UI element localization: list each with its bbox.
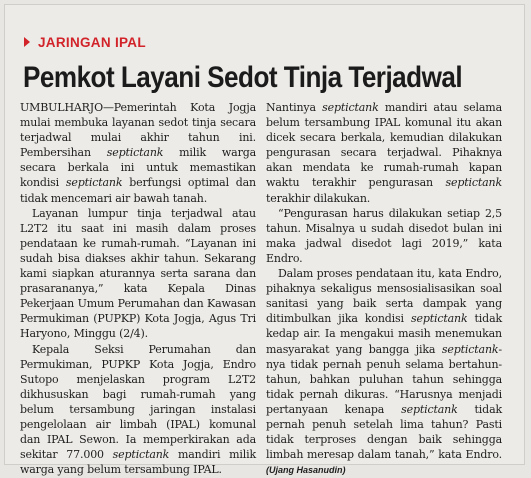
left-column — [20, 100, 256, 477]
paragraph: Kepala Seksi Perumahan dan Permukiman, PUPKP Kota Jogja, Endro Sutopo menjelaskan program L2T2 dikhususkan bagi rumah-rumah yang belum tersambung jaringan instalasi pengelolaan air limbah (IPAL) komunal dan IPAL Sewon. Ia memperkirakan ada sekitar 77.000 septictank mandiri milik warga yang belum tersambung IPAL. — [20, 342, 257, 477]
paragraph: Layanan lumpur tinja terjadwal atau L2T2 itu saat ini masih dalam proses pendataan ke rumah-rumah. “Layanan ini sudah bisa diakses akhir tahun. Sekarang kami siapkan aturannya serta sarana dan prasarananya,” kata Kepala Dinas Pekerjaan Umum Perumahan dan Kawasan Permukiman (PUPKP) Kota Jogja, Agus Tri Haryono, Minggu (2/4). — [20, 206, 256, 341]
right-column — [266, 100, 502, 478]
byline: (Ujang Hasanudin) — [266, 465, 346, 476]
triangle-bullet-icon — [24, 37, 30, 47]
paragraph: Nantinya septictank mandiri atau selama belum tersambung IPAL komunal itu akan dicek secara berkala, kemudian dilakukan pengurasan secara terjadwal. Pihaknya akan mendata ke rumah-rumah kapan waktu terakhir pengurasan septictank terakhir dilakukan. — [266, 101, 502, 205]
paragraph: “Pengurasan harus dilakukan setiap 2,5 tahun. Misalnya u sudah disedot bulan ini maka jadwal disedot lagi 2019,” kata Endro. — [266, 206, 502, 265]
paragraph-text: Dalam proses pendataan itu, kata Endro, pihaknya sekaligus mensosialisasikan soal sanitasi yang baik serta dampak yang ditimbulkan jika kondisi septictank tidak kedap air. Ia mengakui masih menemukan masyarakat yang bangga jika septictank-nya tidak pernah penuh selama bertahun-tahun, bahkan puluhan tahun sehingga tidak pernah dikuras. “Harusnya menjadi pertanyaan kenapa septictank tidak pernah penuh setelah lima tahun? Pasti tidak terproses dengan baik sehingga limbah meresap dalam tanah,” kata Endro. — [266, 267, 502, 462]
paragraph — [266, 266, 502, 478]
headline: Pemkot Layani Sedot Tinja Terjadwal — [23, 61, 463, 94]
section-rubric — [24, 34, 146, 50]
rubric-label: JARINGAN IPAL — [38, 34, 146, 50]
paragraph: UMBULHARJO—Pemerintah Kota Jogja mulai membuka layanan sedot tinja secara terjadwal mulai akhir tahun ini. Pembersihan septictank milik warga secara berkala ini untuk memastikan kondisi septictank berfungsi optimal dan tidak mencemari air bawah tanah. — [20, 101, 256, 205]
newspaper-clipping — [4, 4, 525, 477]
